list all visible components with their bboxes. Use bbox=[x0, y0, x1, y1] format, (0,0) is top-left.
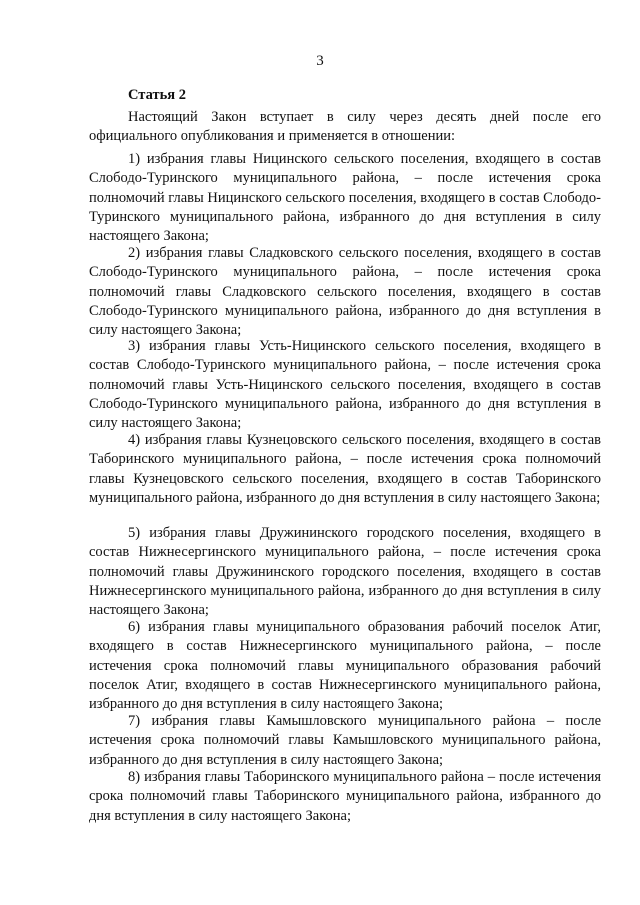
list-item-1: 1) избрания главы Ницинского сельского поселения, входящего в состав Слободо-Туринского муниципального района, – после истечения срока полномочий главы Ницинского сельского поселения, входящего в состав Слободо-Туринского муниципального района, избранного до дня вступления в силу настоящего Закона; bbox=[89, 151, 601, 245]
list-item-5: 5) избрания главы Дружининского городского поселения, входящего в состав Нижнесергинского муниципального района, – после истечения срока полномочий главы Дружининского городского поселения, входящего в состав Нижнесергинского муниципального района, избранного до дня вступления в силу настоящего Закона; bbox=[89, 525, 601, 619]
list-item-2: 2) избрания главы Сладковского сельского поселения, входящего в состав Слободо-Туринского муниципального района, – после истечения срока полномочий главы Сладковского сельского поселения, входящего в состав Слободо-Туринского муниципального района, избранного до дня вступления в силу настоящего Закона; bbox=[89, 245, 601, 339]
list-item-8: 8) избрания главы Таборинского муниципального района – после истечения срока полномочий главы Таборинского муниципального района, избранного до дня вступления в силу настоящего Закона; bbox=[89, 769, 601, 824]
list-item-3: 3) избрания главы Усть-Ницинского сельского поселения, входящего в состав Слободо-Туринского муниципального района, – после истечения срока полномочий главы Усть-Ницинского сельского поселения, входящего в состав Слободо-Туринского муниципального района, избранного до дня вступления в силу настоящего Закона; bbox=[89, 338, 601, 432]
list-item-4: 4) избрания главы Кузнецовского сельского поселения, входящего в состав Таборинского муниципального района, – после истечения срока полномочий главы Кузнецовского сельского поселения, входящего в состав Таборинского муниципального района, избранного до дня вступления в силу настоящего Закона; bbox=[89, 432, 601, 506]
page-number: 3 bbox=[316, 53, 324, 69]
article-heading: Статья 2 bbox=[128, 87, 186, 103]
list-item-6: 6) избрания главы муниципального образования рабочий поселок Атиг, входящего в состав Нижнесергинского муниципального района, – после истечения срока полномочий главы муниципального образования рабочий поселок Атиг, входящего в состав Нижнесергинского муниципального района, избранного до дня вступления в силу настоящего Закона; bbox=[89, 619, 601, 713]
list-item-7: 7) избрания главы Камышловского муниципального района – после истечения срока полномочий главы Камышловского муниципального района, избранного до дня вступления в силу настоящего Закона; bbox=[89, 713, 601, 768]
intro-paragraph: Настоящий Закон вступает в силу через десять дней после его официального опубликования и применяется в отношении: bbox=[89, 109, 601, 145]
